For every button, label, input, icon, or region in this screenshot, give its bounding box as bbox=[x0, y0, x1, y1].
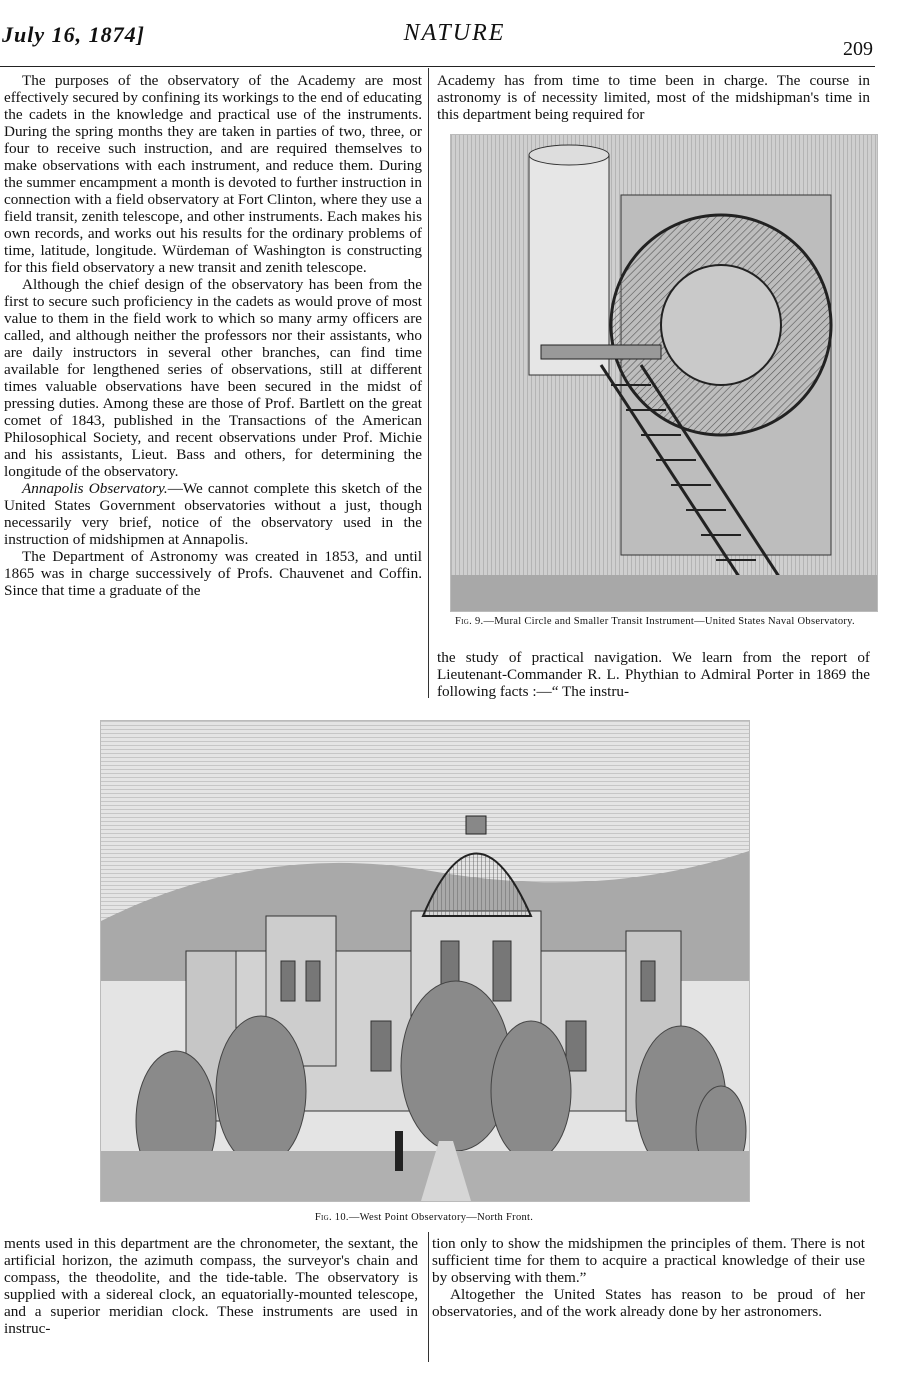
paragraph: the study of practical navigation. We learn from the report of Lieutenant-Commander R. L. Phythian to Admiral Porter in 1869 the following facts :—“ The instru- bbox=[437, 649, 870, 700]
paragraph: The Department of Astronomy was created in 1853, and until 1865 was in charge successively of Profs. Chauvenet and Coffin. Since that time a graduate of the bbox=[4, 548, 422, 599]
issue-date: July 16, 1874] bbox=[2, 22, 145, 47]
header-rule bbox=[0, 66, 875, 67]
figure-label: Fig. 10. bbox=[314, 1212, 349, 1223]
section-heading: Annapolis Observatory. bbox=[22, 480, 168, 497]
paragraph: The purposes of the observatory of the Academy are most effectively secured by confining its workings to the end of educating the cadets in the knowledge and practical use of the instruments. During the spring months they are taken in parties of two, three, or four to receive such instruction, and are required themselves to make observations with each instrument, and reduce them. During the summer encampment a month is devoted to further instruction in connection with a field observatory at Fort Clinton, where they use a field transit, zenith telescope, and other instruments. Each makes his own records, and works out his results for the ordinary problems of time, latitude, longitude. Würdeman of Washington is constructing for this field observatory a new transit and zenith telescope. bbox=[4, 72, 422, 276]
paragraph: Altogether the United States has reason to be proud of her observatories, and of the work already done by her astronomers. bbox=[432, 1286, 865, 1320]
figure-9-caption bbox=[437, 616, 873, 628]
figure-label: Fig. 9. bbox=[455, 616, 484, 627]
journal-title: NATURE bbox=[403, 20, 506, 46]
page-number: 209 bbox=[843, 38, 873, 60]
left-column-bottom bbox=[4, 1235, 418, 1337]
right-column-bottom bbox=[432, 1235, 865, 1320]
left-column-top bbox=[4, 72, 422, 599]
caption-text: —West Point Observatory—North Front. bbox=[348, 1212, 534, 1223]
right-column-top bbox=[437, 72, 870, 123]
column-divider-top bbox=[428, 68, 429, 698]
figure-10-engraving bbox=[100, 720, 750, 1202]
paragraph-text: —We cannot complete this sketch of the United States Government observatories without a just, though necessarily very brief, notice of the observatory used in the instruction of midshipmen at Annapolis. bbox=[4, 480, 423, 548]
paragraph: tion only to show the midshipmen the principles of them. There is not sufficient time for them to acquire a practical knowledge of their use by observing with them.” bbox=[432, 1235, 865, 1286]
mural-circle-illustration bbox=[451, 135, 877, 611]
paragraph bbox=[4, 480, 422, 548]
column-divider-bottom bbox=[428, 1232, 429, 1362]
paragraph: Although the chief design of the observatory has been from the first to secure such proficiency in the cadets as would prove of most value to them in the field work to which so many army officers are called, and although neither the professors nor their assistants, who are daily instructors in several other branches, can find time available for lengthened series of observations, still at different times valuable observations have been secured in the midst of pressing duties. Among these are those of Prof. Bartlett on the great comet of 1843, published in the Transactions of the American Philosophical Society, and recent observations under Prof. Michie and his assistants, Lieut. Bass and others, for determining the longitude of the observatory. bbox=[4, 276, 422, 480]
paragraph: ments used in this department are the chronometer, the sextant, the artificial horizon, the azimuth compass, the surveyor's chain and compass, the theodolite, and the tide-table. The observatory is supplied with a sidereal clock, an equatorially-mounted telescope, and a superior meridian clock. These instruments are used in instruc- bbox=[4, 1235, 418, 1337]
paragraph: Academy has from time to time been in charge. The course in astronomy is of necessity limited, most of the midshipman's time in this department being required for bbox=[437, 72, 870, 123]
page-header bbox=[0, 14, 909, 60]
west-point-observatory-illustration bbox=[101, 721, 749, 1201]
figure-10-caption bbox=[100, 1212, 748, 1224]
figure-9-engraving bbox=[450, 134, 878, 612]
caption-text: —Mural Circle and Smaller Transit Instrument—United States Naval Observatory. bbox=[483, 616, 855, 627]
right-column-continuation bbox=[437, 649, 870, 700]
